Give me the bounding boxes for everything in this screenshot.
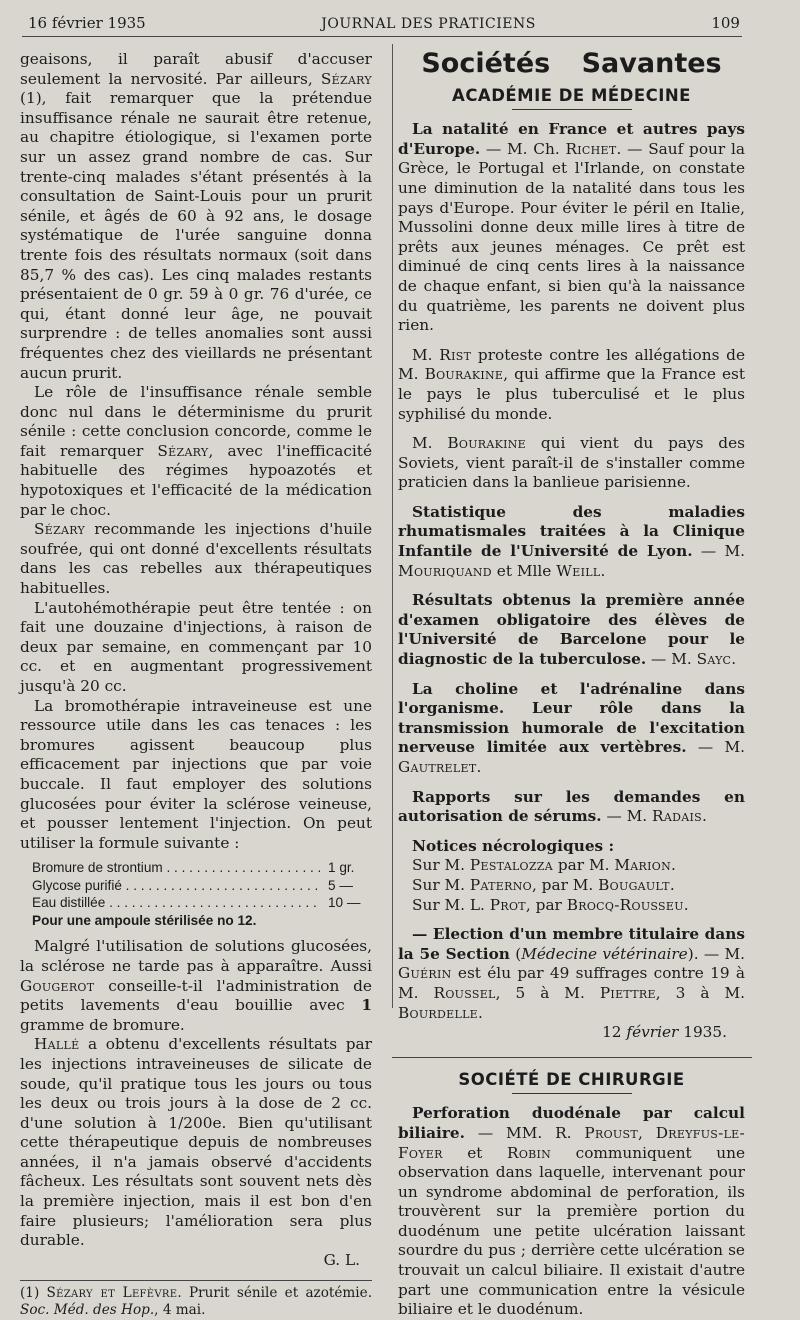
- entry: — Election d'un membre titulaire dans la 5e Section (Médecine vétérinaire). — M. Guérin est élu par 49 suffrages contre 19 à M. Roussel, 5 à M. Piettre, 3 à M. Bourdelle.: [398, 925, 745, 1022]
- footnote-rule: [20, 1280, 372, 1281]
- entry: M. Rist proteste contre les allégations de M. Bourakine, qui affirme que la France est le pays le plus tuberculisé et le plus syphilisé du monde.: [398, 345, 746, 423]
- notice-item: Sur M. Pestalozza par M. Marion.: [412, 856, 676, 875]
- paragraph: Sézary recommande les injections d'huile soufrée, qui ont donné d'excellents résultats dans les cas rebelles aux thérapeutiques habituelles.: [20, 520, 372, 598]
- header-rule: [22, 36, 742, 37]
- page-header: [28, 14, 740, 36]
- heading-rule: [512, 1093, 632, 1094]
- paragraph: L'autohémothérapie peut être tentée : on fait une douzaine d'injections, à raison de deux par semaine, en commençant par 10 cc. et en augmentant progressivement jusqu'à 20 cc.: [20, 598, 372, 695]
- paragraph: La bromothérapie intraveineuse est une ressource utile dans les cas tenaces : les bromures agissent beaucoup plus efficacement par injections que par voie buccale. Il faut employer des solutions glucosées pour éviter la sclérose veineuse, et pousser lentement l'injection. On peut utiliser la formule suivante :: [20, 696, 372, 852]
- academy-heading: ACADÉMIE DE MÉDECINE: [452, 85, 691, 105]
- report-date: 12 février 1935.: [602, 1023, 727, 1042]
- entry: Perforation duodénale par calcul biliaire. — MM. R. Proust, Dreyfus-le-Foyer et Robin communiquent une observation dans laquelle, intervenant pour un syndrome abdominal de perforation, ils trouvèrent sur la première portion du duodénum une petite ulcération laissant sourdre du pus ; derrière cette ulcération se trouvait un calcul biliaire. Il existait d'autre part une communication entre la vésicule biliaire et le duodénum.: [398, 1104, 745, 1319]
- signature: G. L.: [323, 1250, 360, 1269]
- right-column: [398, 50, 745, 1320]
- paragraph: Le rôle de l'insuffisance rénale semble donc nul dans le déterminisme du prurit sénile : cette conclusion concorde, comme le fait remarquer Sézary, avec l'inefficacité habituelle des régimes hypoazotés et hypotoxiques et l'efficacité de la médication par le choc.: [20, 383, 372, 519]
- section-title: Sociétés Savantes: [421, 48, 722, 79]
- formula-row: Bromure de strontium . . . 1 gr.: [32, 859, 372, 877]
- notices: [398, 837, 745, 915]
- column-divider: [392, 44, 393, 1008]
- issue-date: 16 février 1935: [28, 14, 146, 32]
- entry: La natalité en France et autres pays d'Europe. — M. Ch. Richet. — Sauf pour la Grèce, le Portugal et l'Irlande, on constate une diminution de la natalité dans tous les pays d'Europe. Pour éviter le péril en Italie, Mussolini donne deux mille lires à titre de prêts aux jeunes ménages. Ce prêt est diminué de cinq cents lires à la naissance de chaque enfant, si bien qu'à la naissance du quatrième, les parents ne doivent plus rien.: [398, 120, 745, 335]
- notice-item: Sur M. Paterno, par M. Bougault.: [412, 875, 675, 894]
- footnote: (1) Sézary et Lefèvre. Prurit sénile et azotémie. Soc. Méd. des Hop., 4 mai.: [20, 1285, 373, 1319]
- formula-row: Eau distillée . . . 10 —: [32, 894, 372, 912]
- entry: Statistique des maladies rhumatismales traitées à la Clinique Infantile de l'Université de Lyon. — M. Mouriquand et Mlle Weill.: [398, 502, 745, 580]
- entry: M. Bourakine qui vient du pays des Soviets, vient paraît-il de s'installer comme praticien dans la banlieue parisienne.: [398, 434, 745, 492]
- section-rule: [392, 1057, 752, 1058]
- page-number: 109: [711, 14, 740, 32]
- entry: La choline et l'adrénaline dans l'organisme. Leur rôle dans la transmission humorale de l'excitation nerveuse limitée aux vertèbres. — M. Gautrelet.: [398, 679, 745, 776]
- paragraph: Malgré l'utilisation de solutions glucosées, la sclérose ne tarde pas à apparaître. Aussi Gougerot conseille-t-il l'administration de petits lavements d'eau bouillie avec 1 gramme de bromure.: [20, 937, 372, 1034]
- formula-row: Glycose purifié . . . 5 —: [32, 877, 372, 895]
- bromide-formula: [32, 859, 372, 929]
- notice-item: Sur M. L. Prot, par Brocq-Rousseu.: [412, 895, 689, 914]
- entry: Rapports sur les demandes en autorisation de sérums. — M. Radais.: [398, 787, 745, 826]
- left-column: [20, 50, 372, 1319]
- formula-note: Pour une ampoule stérilisée no 12.: [32, 912, 257, 928]
- notices-title: Notices nécrologiques :: [412, 836, 615, 855]
- heading-rule: [512, 109, 632, 110]
- paragraph: geaisons, il paraît abusif d'accuser seulement la nervosité. Par ailleurs, Sézary (1), fait remarquer que la prétendue insuffisance rénale ne saurait être retenue, au chapitre étiologique, si l'examen porte sur un assez grand nombre de cas. Sur trente-cinq malades s'étant présentés à la consultation de Saint-Louis pour un prurit sénile, et âgés de 60 à 92 ans, le dosage systématique de l'urée sanguine donna trente fois des résultats normaux (soit dans 85,7 % des cas). Les cinq malades restants présentaient de 0 gr. 59 à 0 gr. 76 d'urée, ce qui, étant donné leur âge, ne pouvait surprendre : de telles anomalies sont aussi fréquentes chez des vieillards ne présentant aucun prurit.: [20, 50, 372, 382]
- chirurgie-heading: SOCIÉTÉ DE CHIRURGIE: [458, 1069, 685, 1089]
- paragraph: Hallé a obtenu d'excellents résultats par les injections intraveineuses de silicate de soude, qu'il pratique tous les jours ou tous les deux ou trois jours à la dose de 2 cc. d'une solution à 1/200e. Bien qu'utilisant cette thérapeutique depuis de nombreuses années, il n'a jamais observé d'accidents fâcheux. Les résultats sont souvent nets dès la première injection, mais il est bon d'en faire plusieurs; l'amélioration sera plus durable.: [20, 1035, 372, 1250]
- journal-title: JOURNAL DES PRATICIENS: [321, 16, 536, 32]
- entry: Résultats obtenus la première année d'examen obligatoire des élèves de l'Université de Barcelone pour le diagnostic de la tuberculose. — M. Sayc.: [398, 591, 745, 669]
